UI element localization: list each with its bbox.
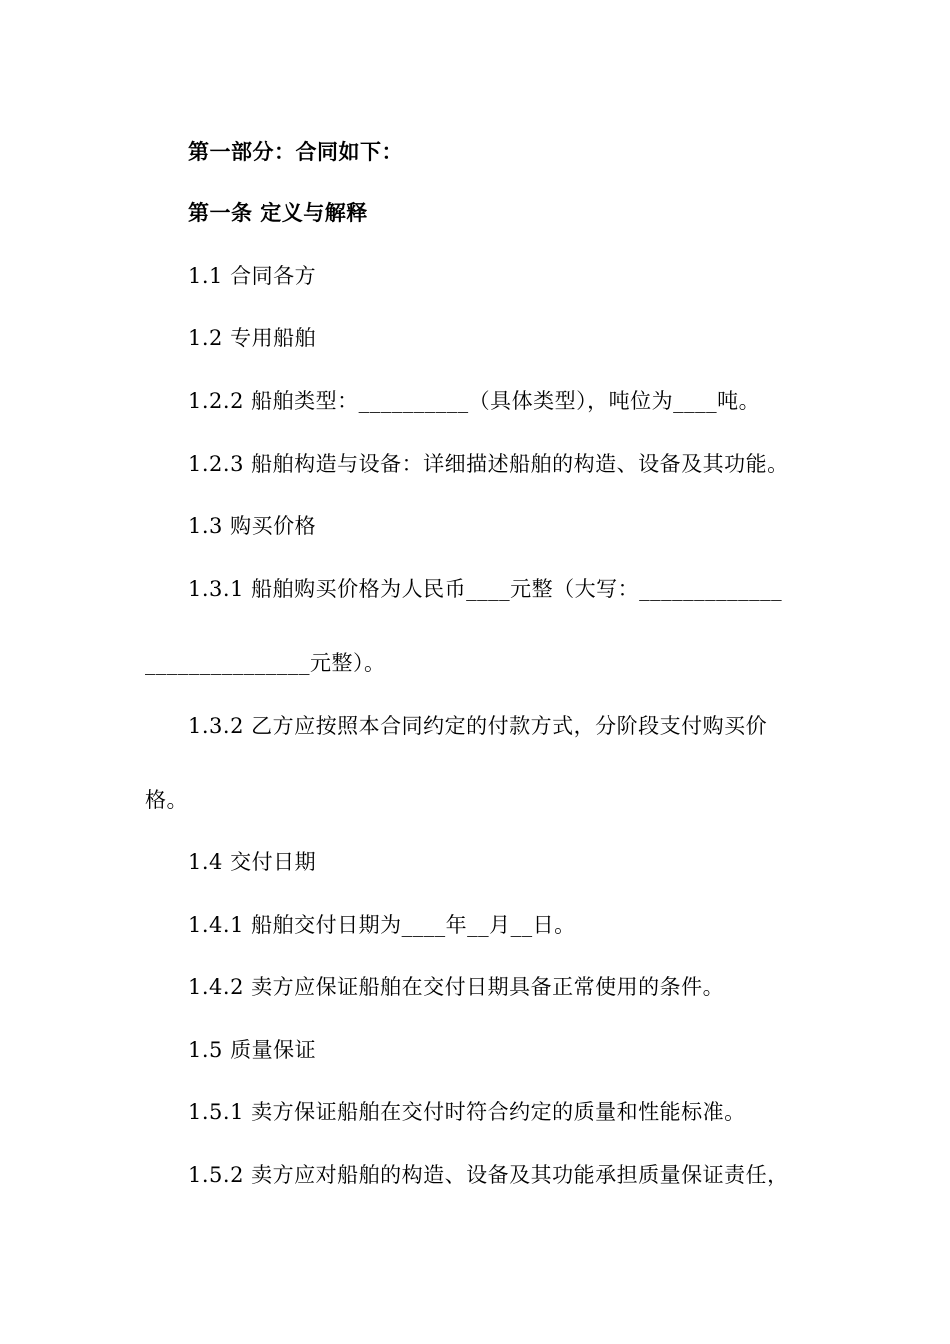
clause-1-3-1-continued: _______________元整）。: [145, 651, 386, 675]
clause-1-3-1: 1.3.1 船舶购买价格为人民币____元整（大写：_____________: [188, 577, 783, 601]
clause-1-3-2-continued: 格。: [145, 788, 188, 812]
clause-1-1: 1.1 合同各方: [188, 264, 317, 288]
part-heading: 第一部分：合同如下：: [188, 140, 403, 164]
clause-1-2-2: 1.2.2 船舶类型：__________（具体类型），吨位为____吨。: [188, 389, 761, 413]
clause-1-5: 1.5 质量保证: [188, 1038, 317, 1062]
clause-1-4: 1.4 交付日期: [188, 850, 317, 874]
clause-1-2: 1.2 专用船舶: [188, 326, 317, 350]
clause-1-4-1: 1.4.1 船舶交付日期为____年__月__日。: [188, 913, 576, 937]
clause-1-2-3: 1.2.3 船舶构造与设备：详细描述船舶的构造、设备及其功能。: [188, 452, 789, 476]
clause-1-3-2: 1.3.2 乙方应按照本合同约定的付款方式，分阶段支付购买价: [188, 714, 768, 738]
clause-1-5-2: 1.5.2 卖方应对船舶的构造、设备及其功能承担质量保证责任，: [188, 1163, 789, 1187]
article-heading: 第一条 定义与解释: [188, 201, 368, 225]
clause-1-3: 1.3 购买价格: [188, 514, 317, 538]
clause-1-5-1: 1.5.1 卖方保证船舶在交付时符合约定的质量和性能标准。: [188, 1100, 746, 1124]
clause-1-4-2: 1.4.2 卖方应保证船舶在交付日期具备正常使用的条件。: [188, 975, 725, 999]
